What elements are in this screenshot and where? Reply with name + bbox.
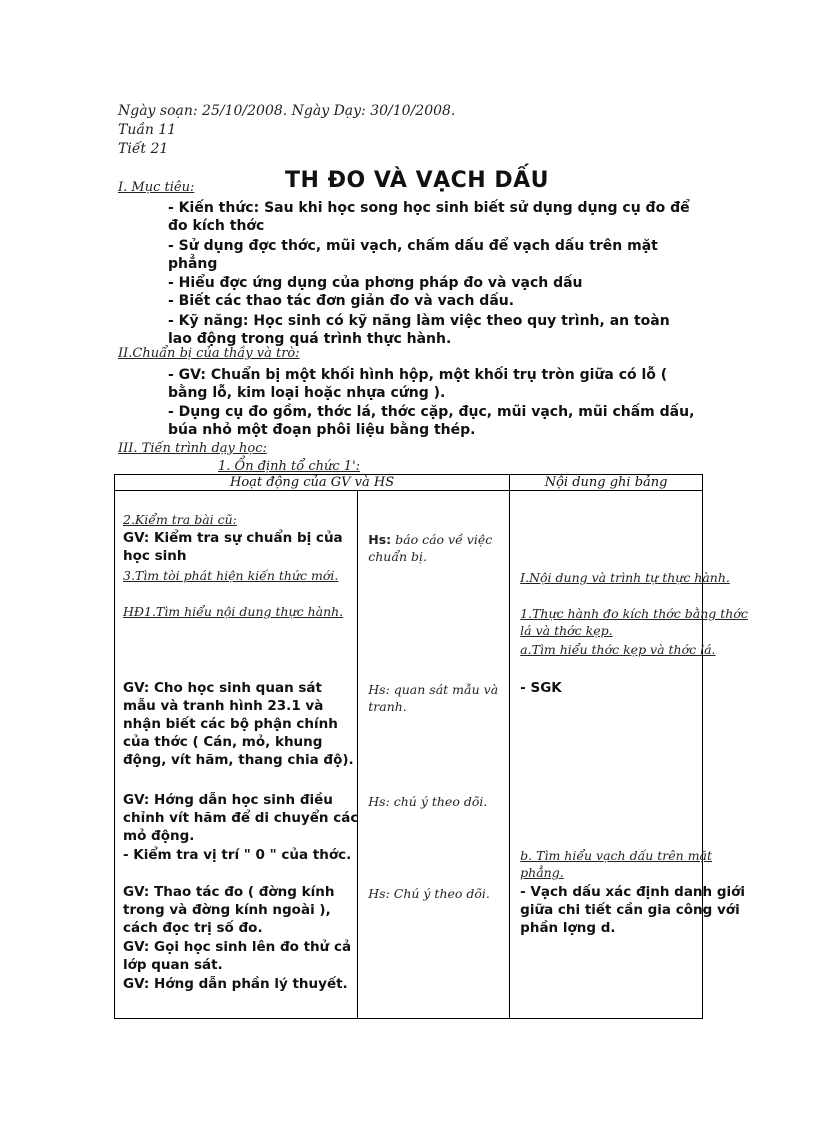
sub1b-heading: b. Tìm hiểu vạch dấu trên mặt phẳng. <box>520 848 713 880</box>
objective-3: - Hiểu đợc ứng dụng của phơng pháp đo và vạch dấu <box>168 275 583 291</box>
gv-theory: GV: Hớng dẫn phần lý thuyết. <box>123 976 348 992</box>
dates-line: Ngày soạn: 25/10/2008. Ngày Dạy: 30/10/2008. <box>118 103 456 119</box>
sgk-ref: - SGK <box>520 680 562 696</box>
hs-report: Hs: báo cáo về việc chuẩn bị. <box>368 532 493 564</box>
sub1-heading: 1.Thực hành đo kích thớc bằng thớc lá và thớc kẹp. <box>520 606 748 638</box>
gv-measure: GV: Thao tác đo ( đờng kính trong và đờng kính ngoài ), cách đọc trị số đo. <box>123 884 335 936</box>
week-line: Tuần 11 <box>118 122 177 138</box>
objective-1: - Kiến thức: Sau khi học song học sinh biết sử dụng dụng cụ đo để đo kích thớc <box>168 200 690 234</box>
board-column <box>510 491 748 1019</box>
objective-4: - Biết các thao tác đơn giản đo và vach dấu. <box>168 293 515 309</box>
check-old-heading: 2.Kiểm tra bài cũ: <box>123 512 237 527</box>
hs-follow-2: Hs: Chú ý theo dõi. <box>368 886 490 901</box>
gv-column <box>115 491 358 1019</box>
header-board-content: Nội dung ghi bảng <box>510 475 703 491</box>
header-activities: Hoạt động của GV và HS <box>115 475 510 491</box>
sub1a-heading: a.Tìm hiểu thớc kẹp và thớc lá. <box>520 642 716 657</box>
prep-heading: II.Chuẩn bị của thầy và trò: <box>118 346 300 361</box>
lesson-table <box>114 474 748 1019</box>
gv-guide-screw: GV: Hớng dẫn học sinh điều chỉnh vít hãm để di chuyển các mỏ động. <box>123 792 359 844</box>
step-1: 1. Ổn định tổ chức 1': <box>218 459 361 474</box>
objective-2: - Sử dụng đợc thớc, mũi vạch, chấm dấu để vạch dấu trên mặt phẳng <box>168 238 658 272</box>
check-zero: - Kiểm tra vị trí " 0 " của thớc. <box>123 847 352 863</box>
objective-5: - Kỹ năng: Học sinh có kỹ năng làm việc theo quy trình, an toàn lao động trong quá trình thực hành. <box>168 313 670 347</box>
prep-1: - GV: Chuẩn bị một khối hình hộp, một khối trụ tròn giữa có lỗ ( bằng lỗ, kim loại hoặc nhựa cứng ). <box>168 367 668 401</box>
lesson-line: Tiết 21 <box>118 141 169 157</box>
new-knowledge-heading: 3.Tìm tòi phát hiện kiến thức mới. <box>123 568 339 583</box>
hd1-heading: HĐ1.Tìm hiểu nội dung thực hành. <box>123 604 344 619</box>
content-heading: I.Nội dung và trình tự thực hành. <box>520 570 730 585</box>
hs-observe: Hs: quan sát mẫu và tranh. <box>368 682 499 714</box>
gv-check-prep: GV: Kiểm tra sự chuẩn bị của học sinh <box>123 530 343 564</box>
process-heading: III. Tiến trình dạy học: <box>118 441 267 456</box>
gv-call-student: GV: Gọi học sinh lên đo thử cả lớp quan sát. <box>123 939 352 973</box>
prep-2: - Dụng cụ đo gồm, thớc lá, thớc cặp, đục, mũi vạch, mũi chấm dấu, búa nhỏ một đoạn phôi liệu bằng thép. <box>168 404 695 438</box>
gv-observe: GV: Cho học sinh quan sát mẫu và tranh hình 23.1 và nhận biết các bộ phận chính của thớc ( Cán, mỏ, khung động, vít hãm, thang chia độ). <box>123 680 354 768</box>
hs-follow-1: Hs: chú ý theo dõi. <box>368 794 488 809</box>
lesson-title: TH ĐO VÀ VẠCH DẤU <box>285 168 550 193</box>
objectives-heading: I. Mục tiêu: <box>118 180 195 195</box>
hs-column <box>358 491 510 1019</box>
marking-text: - Vạch dấu xác định danh giới giữa chi tiết cần gia công với phần lợng d. <box>520 884 746 936</box>
